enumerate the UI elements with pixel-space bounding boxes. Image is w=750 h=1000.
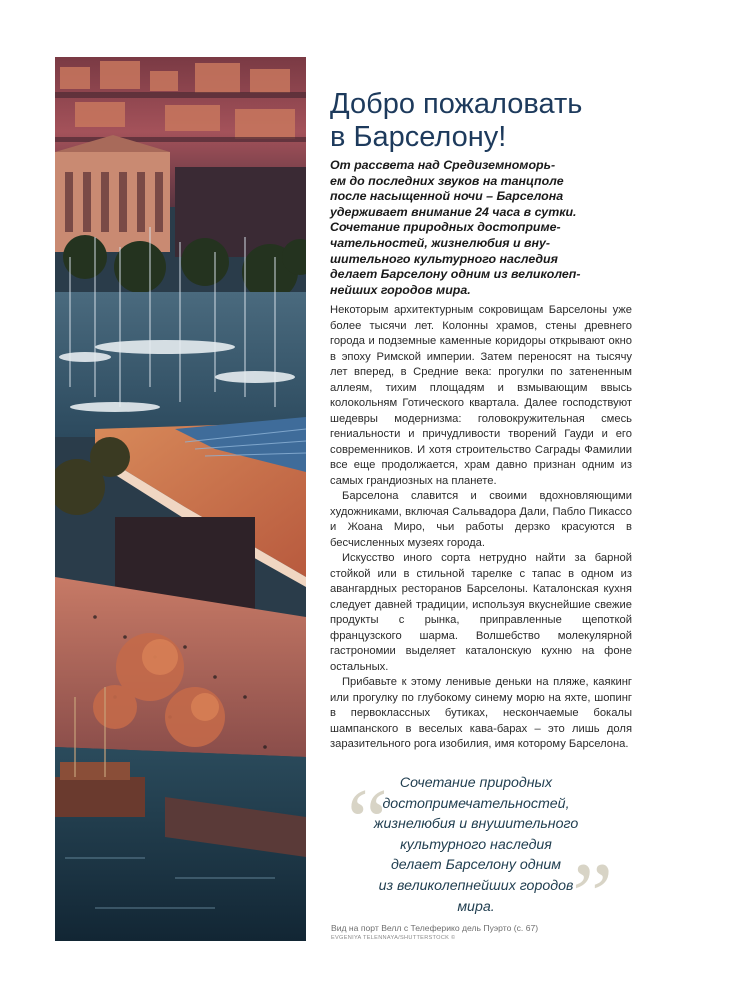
lead-line: чательностей, жизнелюбия и вну- (330, 235, 550, 250)
article-body (330, 303, 632, 753)
body-paragraph: Прибавьте к этому ленивые деньки на пляже, каякинг или прогулку по глубокому синему морю на яхте, шопинг в первоклассных бутиках, нескончаемые бокалы шампанского в веселых кава-барах – это лишь доля заразительного рога изобилия, имя которому Барселона. (330, 676, 632, 751)
quote-line: из великолепнейших городов (378, 877, 574, 894)
title-line: Добро пожаловать (330, 88, 583, 120)
photo-credit: EVGENIYA TELENNAYA/SHUTTERSTOCK © (331, 935, 456, 941)
barcelona-port-photo (55, 57, 306, 941)
lead-line: ем до последних звуков на танцполе (330, 173, 564, 188)
quote-line: жизнелюбия и внушительного (373, 816, 579, 833)
quote-line: мира. (457, 898, 495, 915)
body-paragraph: Некоторым архитектурным сокровищам Барселоны уже более тысячи лет. Колонны храмов, стены древнего города и подземные каменные коридоры открывают окно в эпоху Римской империи. Затем переносят на тысячу лет вперед, в Средние века: прогулки по затененным аллеям, тихим площадям и взмывающим ввысь колокольням Готического квартала. Далее господствуют шедевры модернизма: головокружительная смесь гениальности и причудливости творений Гауди и его современников. И хотя строительство Саграды Фамилии все еще продолжается, храм давно признан одним из самых грандиозных на планете. (330, 304, 632, 487)
lead-paragraph (330, 158, 632, 298)
lead-line: делает Барселону одним из великолеп- (330, 267, 581, 282)
lead-line: удерживает внимание 24 часа в сутки. (330, 204, 577, 219)
title-line: в Барселону! (330, 121, 507, 153)
pull-quote-text (345, 771, 607, 917)
article-column (330, 88, 632, 753)
lead-line: нейших городов мира. (330, 282, 471, 297)
lead-line: От рассвета над Средиземноморь- (330, 158, 556, 172)
lead-line: после насыщенной ночи – Барселона (330, 189, 564, 204)
lead-line: Сочетание природных достоприме- (330, 220, 561, 235)
lead-line: шительного культурного наследия (330, 251, 558, 266)
quote-line: культурного наследия (400, 836, 552, 853)
quote-line: Сочетание природных (399, 775, 553, 791)
page-title (330, 88, 632, 154)
quote-line: достопримечательностей, (382, 795, 570, 812)
photo-caption: Вид на порт Велл с Телеферико дель Пуэрто (с. 67) (331, 923, 539, 933)
body-paragraph: Барселона славится и своими вдохновляющими художниками, включая Сальвадора Дали, Пабло Пикассо и Жоана Миро, чьи работы дерзко красуются в бесчисленных музеях города. (330, 490, 632, 549)
quote-line: делает Барселону одним (390, 857, 562, 874)
body-paragraph: Искусство иного сорта нетрудно найти за барной стойкой или в стильной тарелке с тапас в одном из авангардных ресторанов Барселоны. Каталонская кухня следует давней традиции, используя вкуснейшие свежие продукты с рынка, приправленные щепоткой французского шарма. Волшебство молекулярной гастрономии выделяет каталонскую кухню на фоне остальных. (330, 552, 632, 673)
close-quote-icon: ” (572, 844, 613, 946)
open-quote-icon: “ (347, 770, 388, 872)
